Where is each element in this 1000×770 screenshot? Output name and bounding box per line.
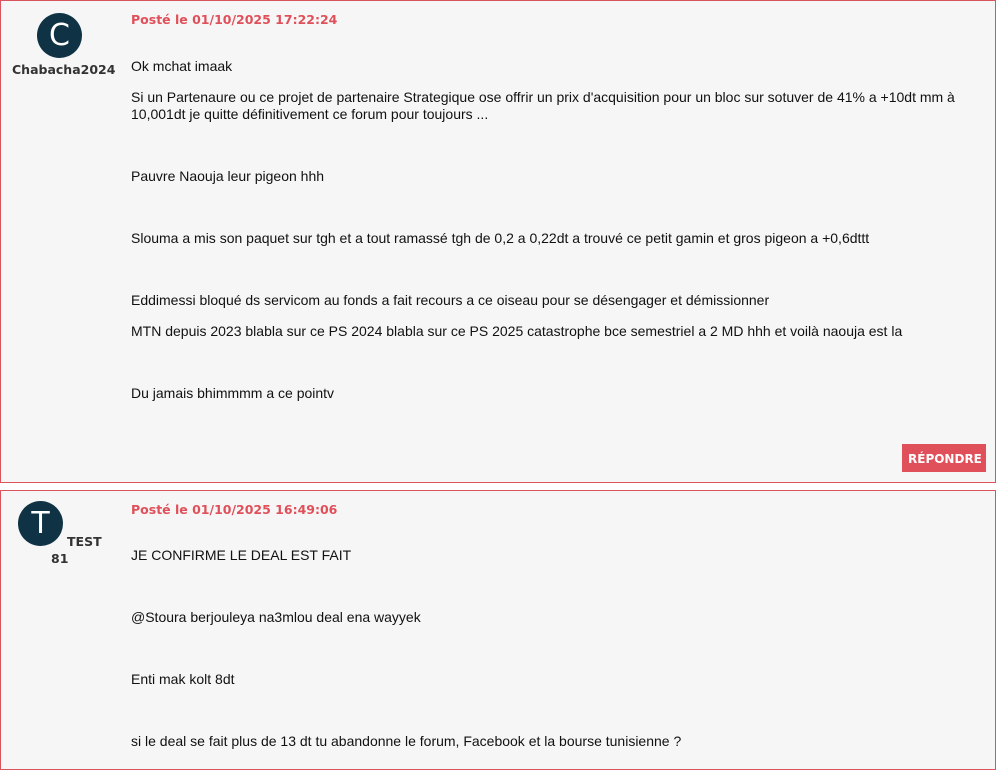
forum-post	[0, 490, 996, 770]
post-line: MTN depuis 2023 blabla sur ce PS 2024 blabla sur ce PS 2025 catastrophe bce semestriel a 2 MD hhh et voilà naouja est la	[131, 323, 903, 339]
user-avatar[interactable]: C	[37, 13, 82, 58]
post-line: Slouma a mis son paquet sur tgh et a tout ramassé tgh de 0,2 a 0,22dt a trouvé ce petit gamin et gros pigeon a +0,6dttt	[131, 230, 870, 246]
user-avatar[interactable]: T	[18, 501, 63, 546]
post-line: JE CONFIRME LE DEAL EST FAIT	[131, 547, 352, 563]
post-line: Du jamais bhimmmm a ce pointv	[131, 385, 335, 401]
reply-button[interactable]: RÉPONDRE	[902, 444, 986, 472]
username[interactable]: Chabacha2024	[12, 62, 116, 77]
post-line: Ok mchat imaak	[131, 58, 233, 74]
post-line: si le deal se fait plus de 13 dt tu abandonne le forum, Facebook et la bourse tunisienne ?	[131, 733, 682, 749]
username[interactable]: TEST	[67, 534, 102, 549]
post-line: Pauvre Naouja leur pigeon hhh	[131, 168, 325, 184]
post-timestamp: Posté le 01/10/2025 16:49:06	[131, 502, 338, 517]
post-line: Enti mak kolt 8dt	[131, 671, 235, 687]
post-line: Si un Partenaure ou ce projet de partenaire Strategique ose offrir un prix d'acquisition pour un bloc sur sotuver de 41% a +10dt mm à 10,001dt je quitte définitivement ce forum pour toujours ...	[131, 89, 955, 122]
username[interactable]: 81	[51, 551, 69, 566]
post-line: @Stoura berjouleya na3mlou deal ena wayyek	[131, 609, 421, 625]
post-timestamp: Posté le 01/10/2025 17:22:24	[131, 12, 338, 27]
post-line: Eddimessi bloqué ds servicom au fonds a fait recours a ce oiseau pour se désengager et démissionner	[131, 292, 770, 308]
